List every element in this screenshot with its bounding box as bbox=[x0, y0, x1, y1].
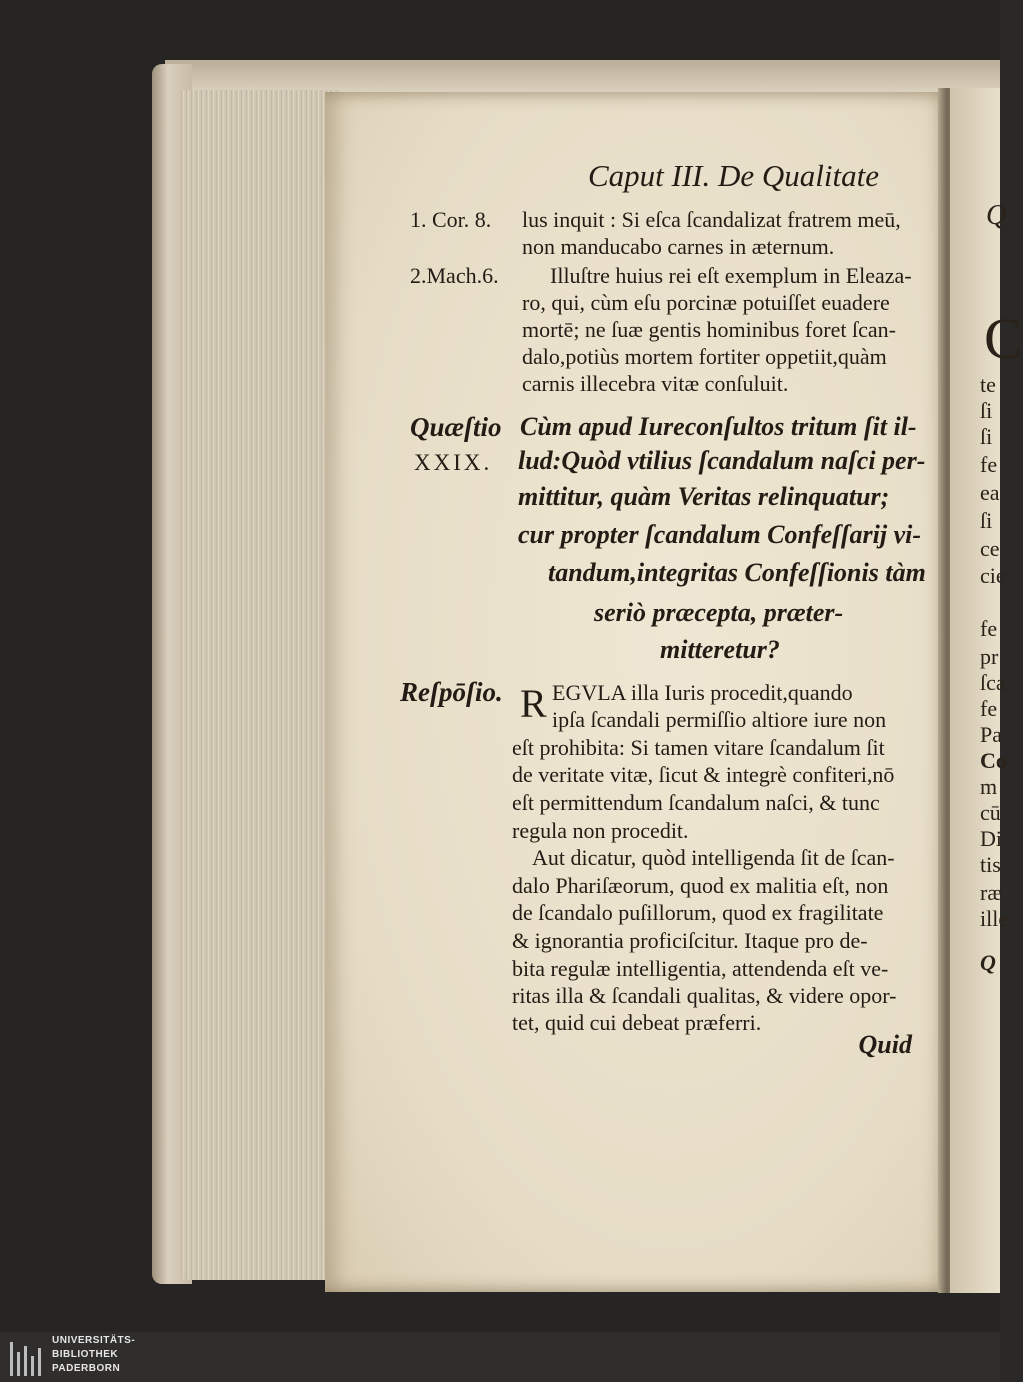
question-line: seriò præcepta, præter- bbox=[594, 598, 844, 627]
text-line: mortē; ne ſuæ gentis hominibus foret ſcan- bbox=[522, 317, 896, 342]
next-page-fragment: fe bbox=[980, 452, 998, 477]
catchword: Quid bbox=[858, 1030, 912, 1059]
text-line: carnis illecebra vitæ conſuluit. bbox=[522, 371, 789, 396]
next-page-fragment: Di bbox=[980, 826, 1002, 851]
response-label: Reſpōſio. bbox=[400, 677, 503, 707]
next-page-fragment: tis bbox=[980, 852, 1001, 877]
text-line: Illuſtre huius rei eſt exemplum in Eleaza- bbox=[550, 263, 912, 288]
next-page-fragment: ſca bbox=[980, 670, 1006, 695]
text-line: ro, qui, cùm eſu porcinæ potuiſſet euadere bbox=[522, 290, 890, 315]
response-line: eſt prohibita: Si tamen vitare ſcandalum ſit bbox=[512, 735, 885, 760]
text-line: lus inquit : Si eſca ſcandalizat fratrem meū, bbox=[522, 207, 901, 232]
next-page-fragment: Co bbox=[980, 748, 1007, 773]
response-line: eſt permittendum ſcandalum naſci, & tunc bbox=[512, 790, 880, 815]
question-line: Cùm apud Iureconſultos tritum ſit il- bbox=[520, 412, 917, 441]
response-line: tet, quid cui debeat præferri. bbox=[512, 1010, 762, 1035]
next-page-fragment: fe bbox=[980, 616, 998, 641]
next-page-fragment: fe bbox=[980, 696, 998, 721]
response-line: de ſcandalo puſillorum, quod ex fragilitate bbox=[512, 900, 884, 925]
text-line: dalo,potiùs mortem fortiter oppetiit,quàm bbox=[522, 344, 887, 369]
response-line: EGVLA illa Iuris procedit,quando bbox=[552, 680, 853, 705]
next-page-fragment: cū bbox=[980, 800, 1001, 825]
question-line: mittitur, quàm Veritas relinquatur; bbox=[518, 482, 890, 511]
next-page-fragment: ce bbox=[980, 536, 1000, 561]
response-line: regula non procedit. bbox=[512, 818, 689, 843]
running-head: Caput III. De Qualitate bbox=[588, 158, 880, 193]
response-line: & ignorantia proficiſcitur. Itaque pro de- bbox=[512, 928, 868, 953]
margin-ref-1: 1. Cor. 8. bbox=[410, 207, 492, 232]
question-line: lud:Quòd vtilius ſcandalum naſci per- bbox=[518, 446, 926, 475]
next-page-fragment: Q bbox=[986, 200, 1007, 231]
text-line: non manducabo carnes in æternum. bbox=[522, 234, 835, 259]
response-line: dalo Phariſæorum, quod ex malitia eſt, non bbox=[512, 873, 889, 898]
next-page-fragment: m bbox=[980, 774, 998, 799]
library-logo-icon bbox=[10, 1338, 46, 1376]
next-page-fragment: pr bbox=[980, 644, 999, 669]
library-name-line: BIBLIOTHEK bbox=[52, 1349, 119, 1360]
library-name-line: UNIVERSITÄTS- bbox=[52, 1335, 136, 1346]
next-page-fragment: ſi bbox=[980, 508, 993, 533]
question-line: tandum,integritas Confeſſionis tàm bbox=[548, 558, 926, 587]
response-line: ritas illa & ſcandali qualitas, & videre opor- bbox=[512, 983, 897, 1008]
library-footer bbox=[0, 1332, 1000, 1382]
response-line: bita regulæ intelligentia, attendenda eſt ve- bbox=[512, 956, 889, 981]
response-line: ipſa ſcandali permiſſio altiore iure non bbox=[552, 707, 887, 732]
book-cover-top bbox=[165, 60, 1000, 94]
question-number: XXIX. bbox=[414, 450, 493, 475]
next-page-fragment: C bbox=[984, 306, 1023, 371]
next-page-fragment: cie bbox=[980, 563, 1006, 588]
next-page-fragment: te bbox=[980, 372, 996, 397]
next-page-fragment: ræ bbox=[980, 880, 1002, 905]
next-page-fragment: ſi bbox=[980, 424, 993, 449]
next-page-fragment: Q bbox=[980, 950, 996, 975]
response-line: Aut dicatur, quòd intelligenda ſit de ſcan- bbox=[532, 845, 895, 870]
question-label: Quæſtio bbox=[410, 412, 502, 442]
next-page-fragment: ea bbox=[980, 480, 1000, 505]
next-page-fragment: ille bbox=[980, 906, 1009, 931]
library-name-line: PADERBORN bbox=[52, 1363, 121, 1374]
next-page-fragment: Pa bbox=[980, 722, 1002, 747]
page-stack-edge bbox=[180, 90, 340, 1280]
response-line: de veritate vitæ, ſicut & integrè confiteri,nō bbox=[512, 762, 895, 787]
drop-cap: R bbox=[520, 681, 547, 726]
margin-ref-2: 2.Mach.6. bbox=[410, 263, 499, 288]
next-page-fragment: ſi bbox=[980, 398, 993, 423]
question-line: cur propter ſcandalum Confeſſarij vi- bbox=[518, 520, 921, 549]
question-line: mitteretur? bbox=[660, 635, 780, 664]
